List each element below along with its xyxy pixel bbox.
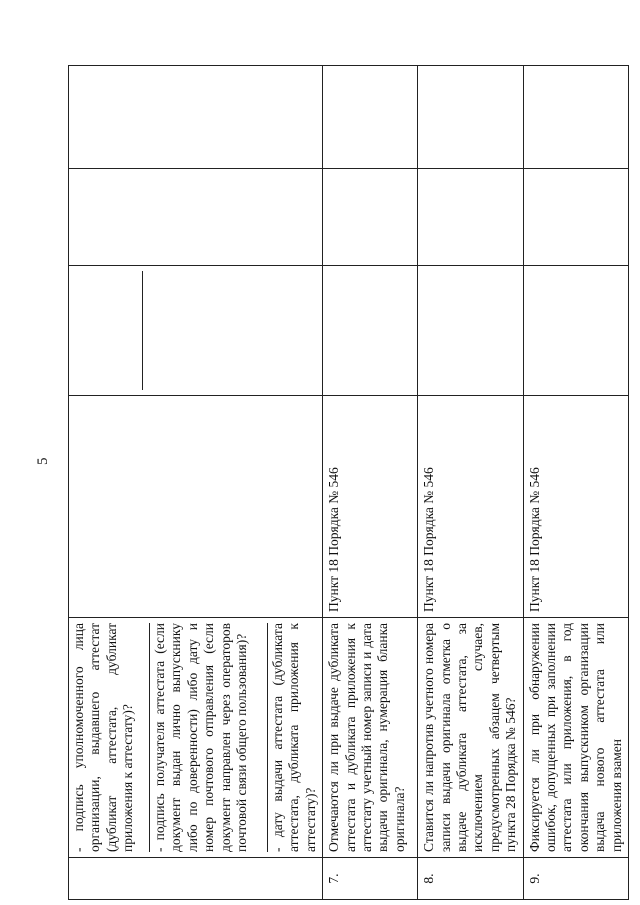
empty-subcell	[72, 271, 143, 390]
reference-text: Пункт 18 Порядка № 546	[523, 396, 628, 618]
empty-cell	[323, 66, 418, 169]
empty-cell	[323, 266, 418, 396]
empty-cell	[418, 266, 523, 396]
table-row	[418, 66, 523, 900]
page-number: 5	[35, 457, 51, 465]
subitem-issue-date: - дату выдачи аттестата (дубликата аттестата, дубликата приложения к аттестату)?	[270, 623, 318, 852]
reference-cell	[69, 396, 323, 618]
subitem-recipient: - подпись получателя аттестата (если документ выдан лично выпускнику либо по доверенности) либо дату и номер почтового отправления (если документ направлен через операторов почтовой связи общего пользования)?	[150, 623, 268, 852]
criteria-text: Ставится ли напротив учетного номера записи выдачи оригинала отметка о выдаче дубликата аттестата, за исключением случаев, предусмотренных абзацем четвертым пункта 28 Порядка № 546?	[418, 618, 523, 858]
empty-cell	[418, 169, 523, 266]
empty-cell	[69, 266, 323, 396]
table-row	[523, 66, 628, 900]
criteria-cell	[69, 618, 323, 858]
row-number: 8.	[418, 858, 523, 900]
empty-cell	[418, 66, 523, 169]
empty-cell	[69, 169, 323, 266]
criteria-text: Фиксируется ли при обнаружении ошибок, допущенных при заполнении аттестата или приложения, в год окончания выпускником организации выдача нового аттестата или приложения взамен	[523, 618, 628, 858]
reference-text: Пункт 18 Порядка № 546	[323, 396, 418, 618]
table-row-continuation	[69, 66, 323, 900]
criteria-text: Отмечаются ли при выдаче дубликата аттестата и дубликата приложения к аттестату учетный номер записи и дата выдачи оригинала, нумерация бланка оригинала?	[323, 618, 418, 858]
empty-cell	[323, 169, 418, 266]
row-number-cell	[69, 858, 323, 900]
table-row	[323, 66, 418, 900]
empty-cell	[523, 66, 628, 169]
checklist-table	[68, 65, 629, 900]
subitem-signature: - подпись уполномоченного лица организации, выдавшего аттестат (дубликат аттестата, дубликат приложения к аттестату)?	[69, 623, 150, 852]
empty-cell	[69, 66, 323, 169]
empty-subcell	[143, 271, 263, 390]
empty-cell	[523, 169, 628, 266]
row-number: 9.	[523, 858, 628, 900]
reference-text: Пункт 18 Порядка № 546	[418, 396, 523, 618]
row-number: 7.	[323, 858, 418, 900]
empty-cell	[523, 266, 628, 396]
